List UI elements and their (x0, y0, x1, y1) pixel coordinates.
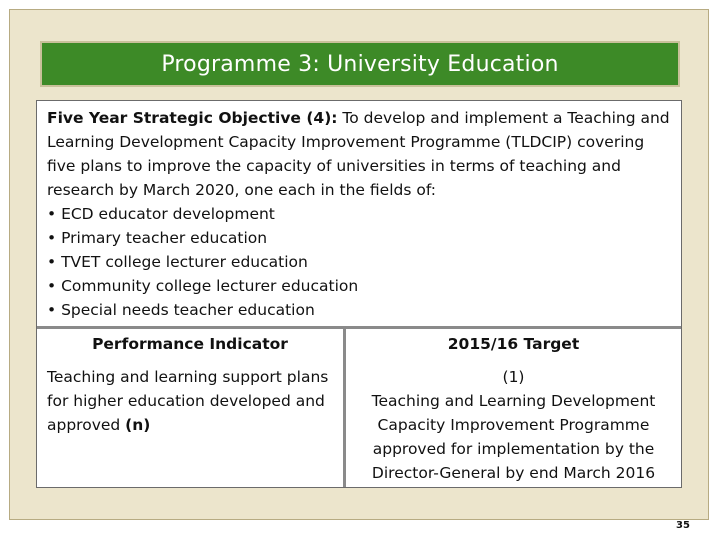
content-box (36, 100, 682, 488)
objective-bullet-community: • Community college lecturer education (47, 277, 359, 295)
objective-bullet-ecd: • ECD educator development (47, 205, 275, 223)
indicator-suffix: (n) (125, 416, 151, 434)
objective-bullet-list (47, 202, 671, 322)
target-number: (1) (502, 368, 525, 386)
strategic-objective (37, 101, 681, 326)
indicator-cell (47, 365, 337, 437)
objective-bullet-tvet: • TVET college lecturer education (47, 253, 308, 271)
slide-title (40, 41, 680, 87)
header-performance-indicator: Performance Indicator (92, 335, 288, 353)
slide-title-text: Programme 3: University Education (161, 51, 559, 77)
objective-label: Five Year Strategic Objective (4): (47, 109, 338, 127)
objective-bullet-primary: • Primary teacher education (47, 229, 268, 247)
objective-text: To develop and implement a Teaching and Learning Development Capacity Improvement Programme (TLDCIP) covering five plans to improve the capacity of universities in terms of teaching and research by March 2020, one each in the fields of: (47, 109, 670, 199)
target-cell (346, 365, 681, 485)
page-number: 35 (676, 520, 690, 531)
objective-bullet-special-needs: • Special needs teacher education (47, 301, 315, 319)
header-target: 2015/16 Target (447, 335, 580, 353)
objective-paragraph (47, 106, 671, 202)
indicator-text: Teaching and learning support plans for higher education developed and approved (47, 368, 329, 434)
target-text: Teaching and Learning Development Capacity Improvement Programme approved for implementation by the Director-General by end March 2016 (371, 392, 656, 482)
